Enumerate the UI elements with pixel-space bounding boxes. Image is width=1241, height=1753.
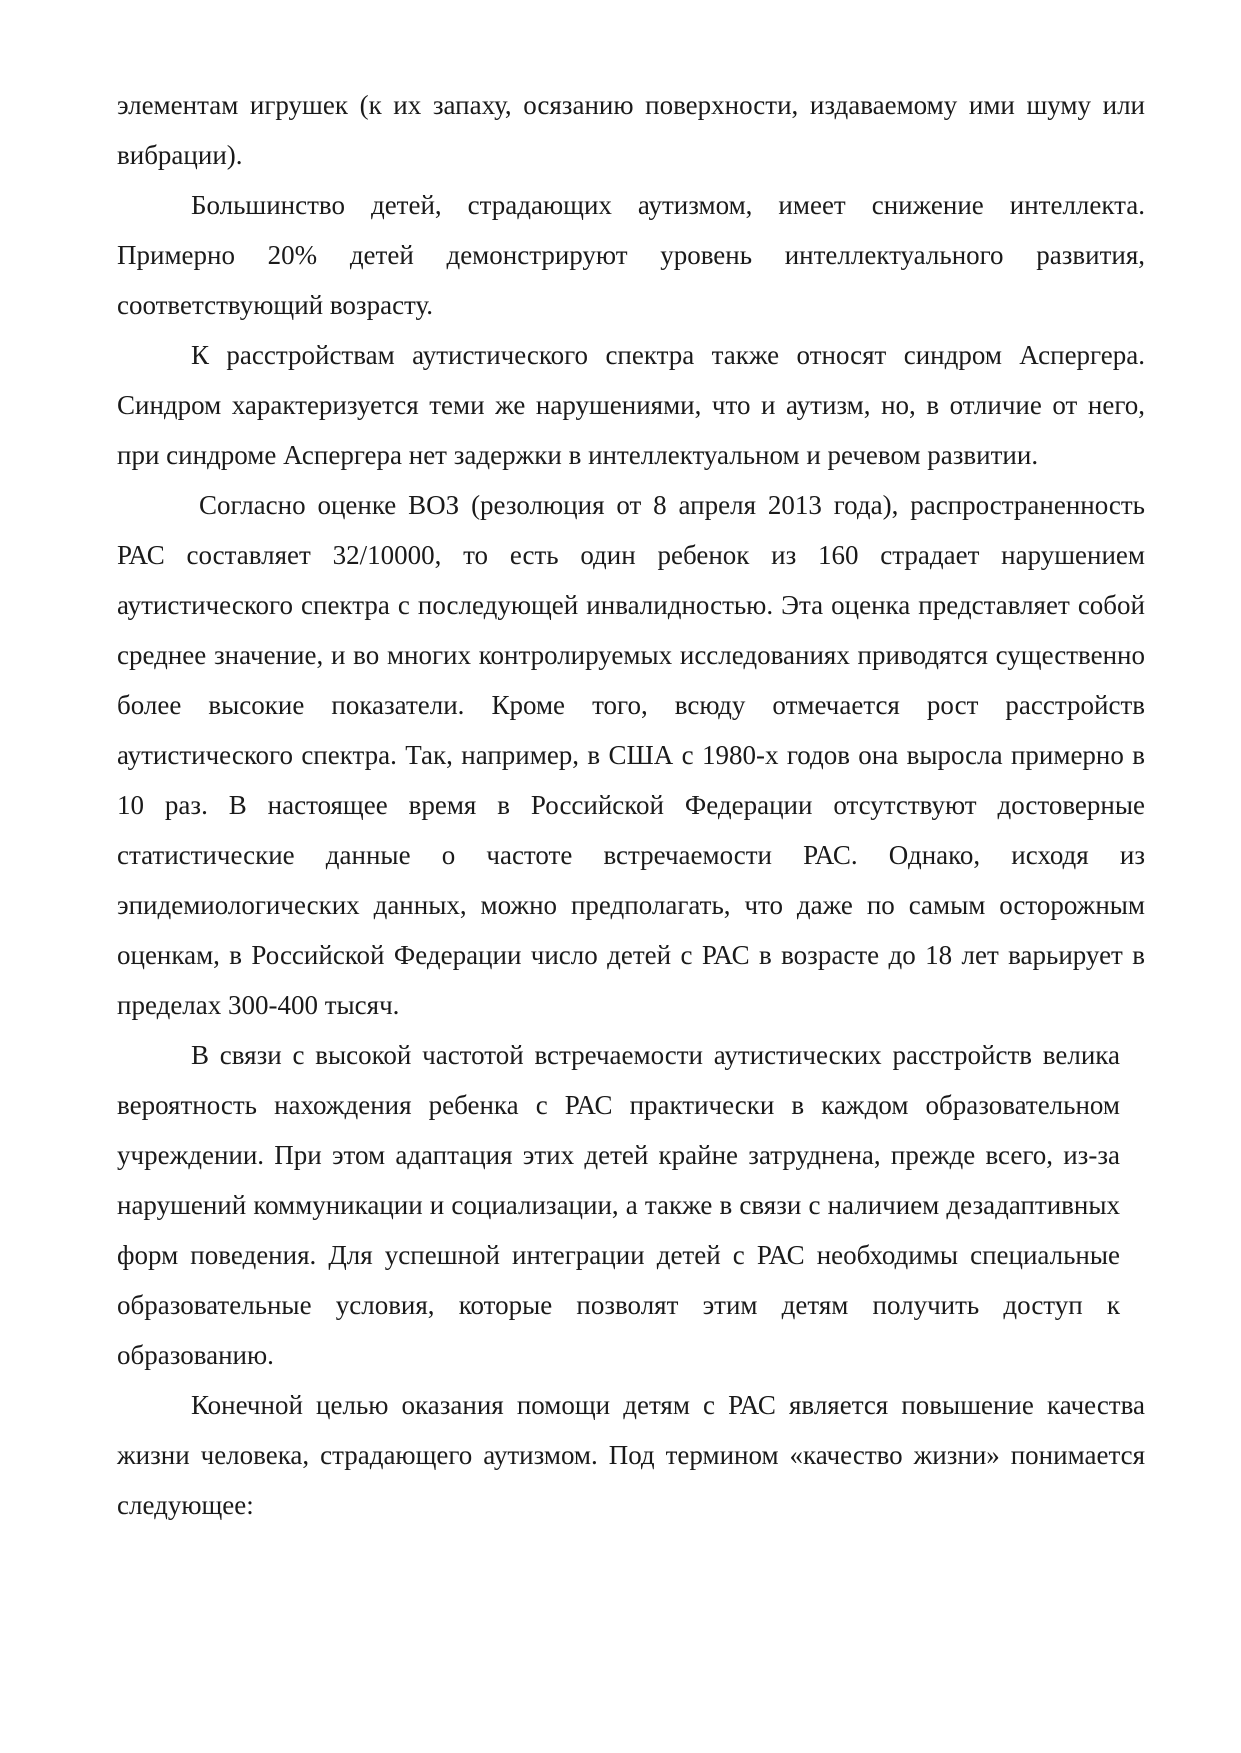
paragraph-toy-elements: элементам игрушек (к их запаху, осязанию поверхности, издаваемому ими шуму или вибрации). — [117, 90, 1145, 170]
paragraph-who-estimate: Согласно оценке ВОЗ (резолюция от 8 апреля 2013 года), распространенность РАС составляет 32/10000, то есть один ребенок из 160 страдает нарушением аутистического спектра с последующей инвалидностью. Эта оценка представляет собой среднее значение, и во многих контролируемых исследованиях приводятся существенно более высокие показатели. Кроме того, всюду отмечается рост расстройств аутистического спектра. Так, например, в США с 1980-х годов она выросла примерно в 10 раз. В настоящее время в Российской Федерации отсутствуют достоверные статистические данные о частоте встречаемости РАС. Однако, исходя из эпидемиологических данных, можно предполагать, что даже по самым осторожным оценкам, в Российской Федерации число детей с РАС в возрасте до 18 лет варьирует в пределах 300-400 тысяч. — [117, 490, 1145, 1020]
paragraph-intellect: Большинство детей, страдающих аутизмом, имеет снижение интеллекта. Примерно 20% детей демонстрируют уровень интеллектуального развития, соответствующий возрасту. — [117, 190, 1145, 320]
document-page — [117, 80, 1145, 1530]
paragraph-quality-of-life: Конечной целью оказания помощи детям с РАС является повышение качества жизни человека, страдающего аутизмом. Под термином «качество жизни» понимается следующее: — [117, 1390, 1145, 1520]
paragraph-education: В связи с высокой частотой встречаемости аутистических расстройств велика вероятность нахождения ребенка с РАС практически в каждом образовательном учреждении. При этом адаптация этих детей крайне затруднена, прежде всего, из-за нарушений коммуникации и социализации, а также в связи с наличием дезадаптивных форм поведения. Для успешной интеграции детей с РАС необходимы специальные образовательные условия, которые позволят этим детям получить доступ к образованию. — [117, 1040, 1120, 1370]
paragraph-asperger: К расстройствам аутистического спектра также относят синдром Аспергера. Синдром характеризуется теми же нарушениями, что и аутизм, но, в отличие от него, при синдроме Аспергера нет задержки в интеллектуальном и речевом развитии. — [117, 340, 1145, 470]
